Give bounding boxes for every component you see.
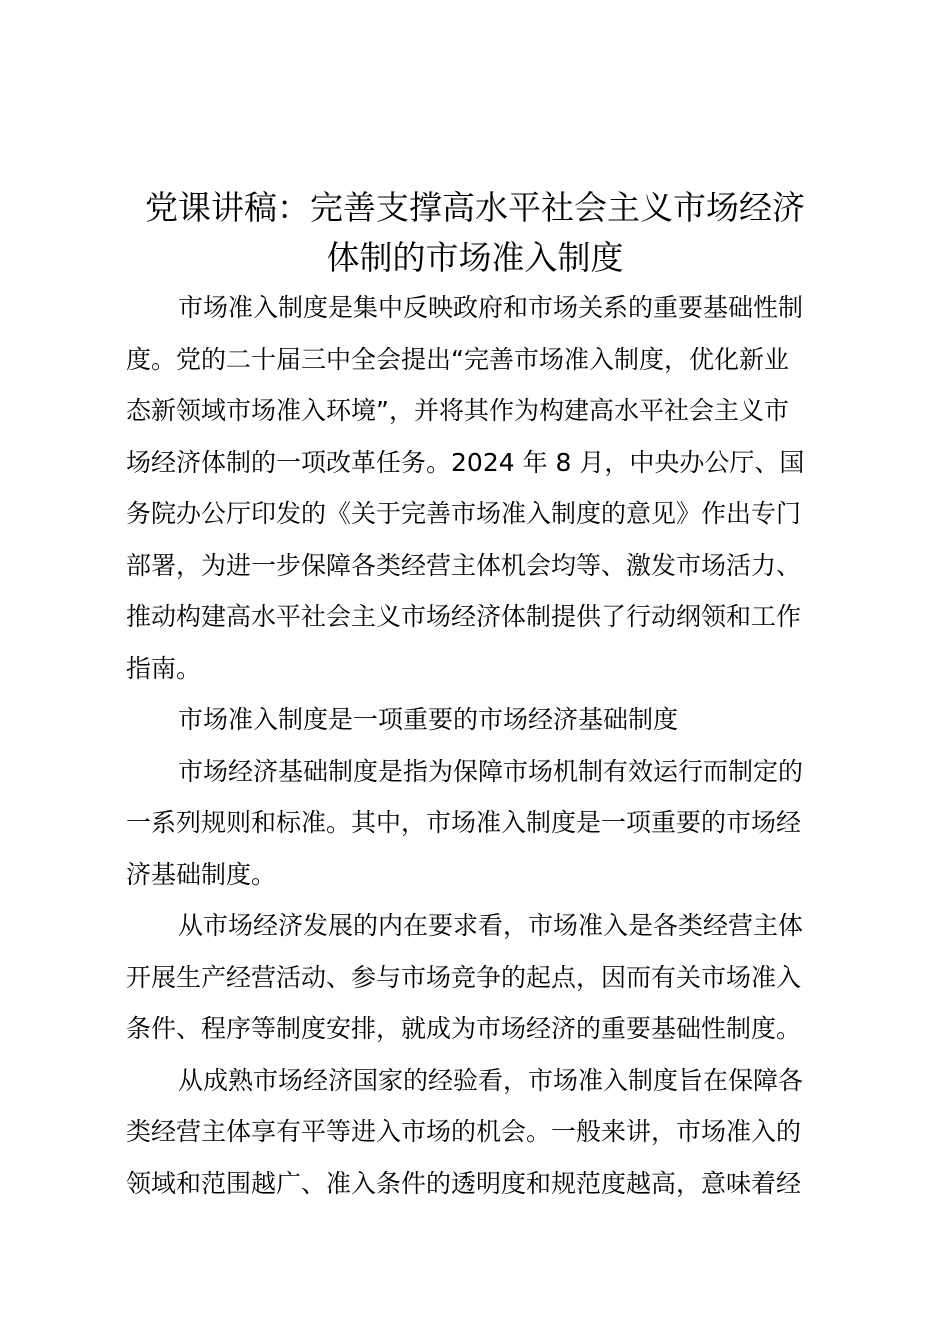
paragraph-line: 指南。: [126, 653, 202, 683]
paragraph-line: 类经营主体享有平等进入市场的机会。一般来讲，市场准入的: [126, 1117, 802, 1146]
paragraph-line: 态新领域市场准入环境”，并将其作为构建高水平社会主义市: [126, 396, 789, 425]
paragraph-line: 度。党的二十届三中全会提出“完善市场准入制度，优化新业: [126, 344, 789, 374]
paragraph-definition: [126, 746, 832, 901]
paragraph-line: 推动构建高水平社会主义市场经济体制提供了行动纲领和工作: [126, 602, 802, 631]
paragraph-line: 从市场经济发展的内在要求看，市场准入是各类经营主体: [178, 911, 804, 940]
paragraph-line: 从成熟市场经济国家的经验看，市场准入制度旨在保障各: [178, 1065, 804, 1095]
paragraph-line: 条件、程序等制度安排，就成为市场经济的重要基础性制度。: [126, 1014, 802, 1043]
paragraph-line: 济基础制度。: [126, 859, 277, 889]
paragraph-experience: [126, 1055, 832, 1210]
paragraph-intro: [126, 282, 832, 694]
document-title: [120, 183, 830, 283]
title-line-1: 党课讲稿：完善支撑高水平社会主义市场经济: [145, 188, 805, 227]
paragraph-development: [126, 900, 832, 1055]
paragraph-line: 务院办公厅印发的《关于完善市场准入制度的意见》作出专门: [126, 499, 802, 528]
paragraph-line: 市场准入制度是集中反映政府和市场关系的重要基础性制: [178, 293, 804, 322]
paragraph-line: 市场经济基础制度是指为保障市场机制有效运行而制定的: [178, 756, 804, 786]
paragraph-line: 场经济体制的一项改革任务。2024 年 8 月，中央办公厅、国: [126, 447, 805, 477]
title-line-2: 体制的市场准入制度: [326, 238, 624, 277]
paragraph-line: 开展生产经营活动、参与市场竞争的起点，因而有关市场准入: [126, 962, 802, 992]
document-body: [126, 282, 832, 1209]
section-heading: [126, 694, 832, 746]
paragraph-line: 部署，为进一步保障各类经营主体机会均等、激发市场活力、: [126, 550, 802, 580]
paragraph-line: 领域和范围越广、准入条件的透明度和规范度越高，意味着经: [126, 1168, 802, 1198]
paragraph-line: 一系列规则和标准。其中，市场准入制度是一项重要的市场经: [126, 808, 802, 837]
section-heading-text: 市场准入制度是一项重要的市场经济基础制度: [178, 705, 679, 734]
